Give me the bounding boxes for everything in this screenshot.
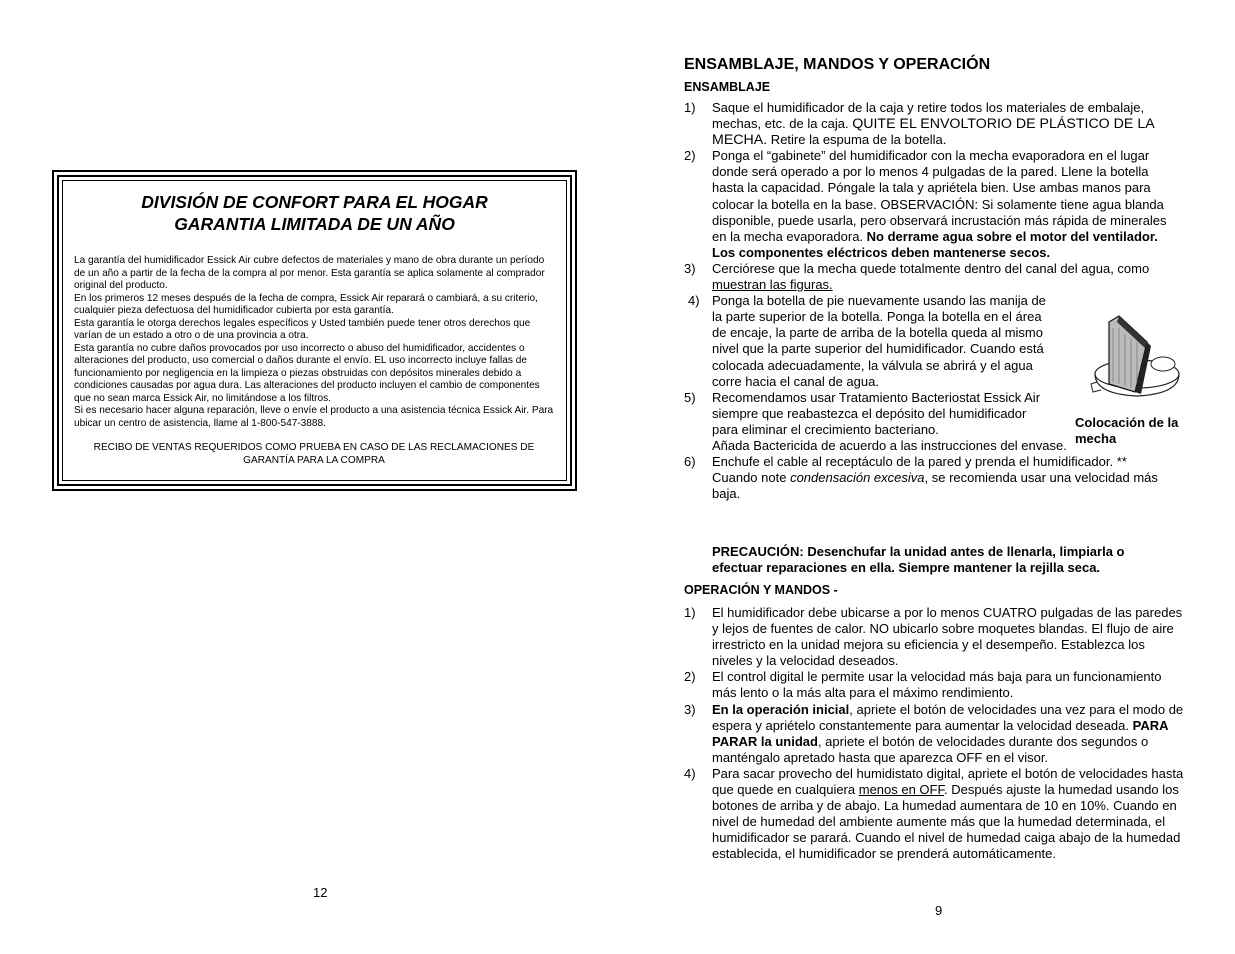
page-number-left: 12 (313, 885, 328, 900)
operation-title: OPERACIÓN Y MANDOS - (684, 583, 838, 597)
precaution-note: PRECAUCIÓN: Desenchufar la unidad antes de llenarla, limpiarla o efectuar reparaciones en ella. Siempre mantener la rejilla seca. (712, 544, 1125, 576)
operation-list (684, 605, 1184, 863)
list-item: 3) En la operación inicial, apriete el botón de velocidades una vez para el modo de espera y apriételo constantemente para aumentar la velocidad deseada. PARA PARAR la unidad, apriete el botón de velocidades durante dos segundos o manténgalo apretado hasta que aparezca OFF en el visor. (684, 701, 1184, 765)
list-item: 4) Para sacar provecho del humidistato digital, apriete el botón de velocidades hasta que quede en cualquiera menos en OFF. Después ajuste la humedad usando los botones de arriba y de abajo. La humedad aumentara de 10 en 10%. Cuando en nivel de humedad del ambiente aumente más que la humedad determinada, el humidificador se parará. Cuando el nivel de humedad caiga abajo de la humedad establecida, el humidificador se prenderá automáticamente. (684, 765, 1184, 862)
warranty-paragraph: Esta garantía no cubre daños provocados por uso incorrecto o abuso del humidificador, accidentes o alteraciones del producto, uso comercial o daños durante el envío. EL uso incorrecto incluye fallas de funcionamiento por negligencia en la limpieza o piezas obstruidas con depósitos minerales debido a condiciones causadas por agua dura. Las alteraciones del producto incluyen el cambio de componentes que no sean marca Essick Air, no limitándose a los filtros. (74, 342, 540, 404)
warranty-title-line2: GARANTIA LIMITADA DE UN AÑO (174, 214, 455, 234)
list-item: 1) Saque el humidificador de la caja y retire todos los materiales de embalaje, mechas, etc. de la caja. QUITE EL ENVOLTORIO DE PLÁSTICO DE LA MECHA. Retire la espuma de la botella. (684, 100, 1154, 149)
list-item: 2) El control digital le permite usar la velocidad más baja para un funcionamiento más lento o la más alta para el máximo rendimiento. (684, 669, 1162, 701)
warranty-body (74, 255, 554, 467)
warranty-paragraph: Esta garantía le otorga derechos legales específicos y Usted también puede tener otros derechos que varían de un estado a otro o de una provincia a otra. (74, 317, 531, 341)
page-number-right: 9 (935, 903, 943, 918)
list-item: 2) Ponga el “gabinete” del humidificador con la mecha evaporadora en el lugar donde será operado a por lo menos 4 pulgadas de la pared. Llene la botella hasta la capacidad. Póngale la tala y apriétela bien. Use ambas manos para colocar la botella en la base. OBSERVACIÓN: Si solamente tiene agua blanda disponible, puede usarla, pero observará incrustación más rápida de minerales en la mecha evaporadora. No derrame agua sobre el motor del ventilador. Los componentes eléctricos deben mantenerse secos. (684, 148, 1167, 260)
right-page (617, 0, 1235, 954)
assembly-title: ENSAMBLAJE (684, 80, 771, 94)
list-item: 4) Ponga la botella de pie nuevamente usando las manija de la parte superior de la botella. Ponga la botella en el área de encaje, la parte de arriba de la botella queda al mismo nivel que la parte superior del humidificador. Cuando está colocada adecuadamente, la válvula se abrirá y el agua corre hacia el canal de agua. (688, 293, 1046, 389)
list-item: 6) Enchufe el cable al receptáculo de la pared y prenda el humidificador. ** Cuando note condensación excesiva, se recomienda usar una velocidad más baja. (684, 454, 1158, 502)
warranty-paragraph: Si es necesario hacer alguna reparación, lleve o envíe el producto a una asistencia técnica Essick Air. Para ubicar un centro de asistencia, llame al 1-800-547-3888. (74, 405, 554, 429)
warranty-title (63, 191, 566, 235)
wick-placement-figure (1075, 312, 1183, 408)
warranty-paragraph: En los primeros 12 meses después de la fecha de compra, Essick Air reparará o cambiará, a su criterio, cualquier pieza defectuosa del humidificador cubierta por esta garantía. (74, 292, 538, 316)
list-item: 3) Cerciórese que la mecha quede totalmente dentro del canal del agua, como muestran las figuras. (684, 260, 1150, 293)
list-item: 1) El humidificador debe ubicarse a por lo menos CUATRO pulgadas de las paredes y lejos de fuentes de calor. NO ubicarlo sobre moquetes blandas. El flujo de aire irrestricto en la unidad mejora su eficiencia y el desempeño. Establezca los niveles y la velocidad deseados. (684, 605, 1183, 669)
warranty-box (52, 170, 577, 491)
left-page (0, 0, 617, 954)
warranty-paragraph: La garantía del humidificador Essick Air cubre defectos de materiales y mano de obra durante un período de un año a partir de la fecha de la compra al por menor. Esta garantía se aplica solamente al comprador original del producto. (74, 255, 545, 291)
figure-caption: Colocación de la mecha (1075, 415, 1179, 446)
section-heading: ENSAMBLAJE, MANDOS Y OPERACIÓN (684, 56, 991, 73)
warranty-receipt-note: RECIBO DE VENTAS REQUERIDOS COMO PRUEBA EN CASO DE LAS RECLAMACIONES DE GARANTÍA PARA LA COMPRA (93, 442, 535, 466)
warranty-title-line1: DIVISIÓN DE CONFORT PARA EL HOGAR (141, 192, 488, 212)
list-item: 5) Recomendamos usar Tratamiento Bacteriostat Essick Air siempre que reabastezca el depósito del humidificador para eliminar el crecimiento bacteriano. Añada Bactericida de acuerdo a las instrucciones del envase. (684, 389, 1067, 453)
